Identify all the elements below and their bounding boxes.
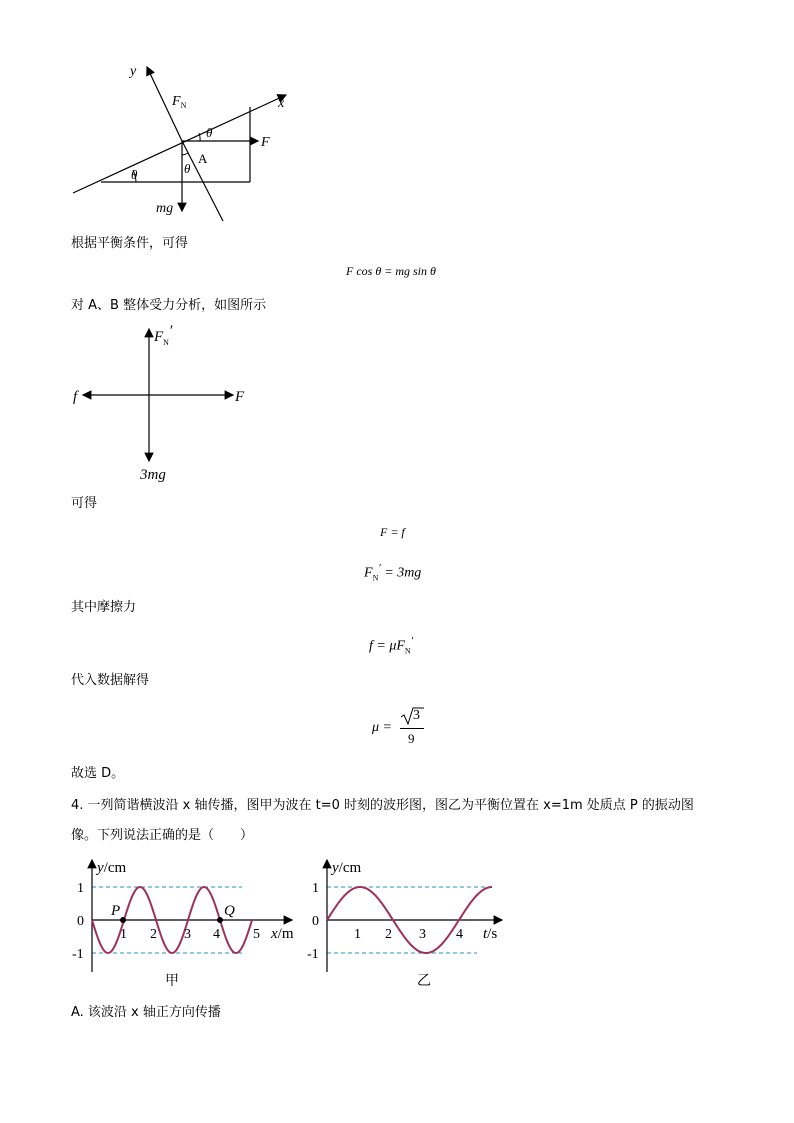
label-theta-top: θ: [206, 125, 213, 140]
text-substitute: 代入数据解得: [71, 673, 150, 688]
equation-3: $F_N' = 3mg$: [364, 562, 422, 583]
question-4-line1: 4. 一列简谐横波沿 x 轴传播，图甲为波在 t=0 时刻的波形图，图乙为平衡位置在 x=1m 处质点 P 的振动图: [71, 798, 694, 813]
label-f-small: f: [73, 389, 78, 405]
label-q: Q: [224, 903, 235, 919]
label-theta-mid: θ: [184, 161, 191, 176]
eq5-den: 9: [408, 731, 415, 746]
equation-5: [372, 706, 432, 750]
yi-ytick-1: 1: [312, 881, 319, 896]
label-F-big: F: [235, 389, 245, 405]
angle-arc-mid: [182, 153, 188, 155]
jia-xtick-2: 2: [150, 927, 157, 942]
point-q: [217, 917, 223, 923]
yi-ytick-0: 0: [312, 914, 319, 929]
whole-force-diagram: [68, 325, 258, 485]
question-4-line2: 像。下列说法正确的是（ ）: [71, 828, 254, 843]
caption-jia: 甲: [165, 973, 179, 989]
vibration-graph-yi: [305, 852, 520, 992]
text-choose-d: 故选 D。: [71, 766, 125, 781]
label-x: x: [278, 96, 285, 111]
label-y: y: [130, 64, 137, 79]
jia-ytick-1: 1: [77, 881, 84, 896]
text-friction: 其中摩擦力: [71, 600, 137, 615]
yi-xtick-3: 3: [419, 927, 426, 942]
label-3mg: 3mg: [140, 467, 166, 483]
caption-yi: 乙: [417, 973, 431, 989]
yi-xtick-1: 1: [354, 927, 361, 942]
label-fn: $F_N$: [172, 94, 187, 110]
yi-xtick-2: 2: [385, 927, 392, 942]
text-whole-analysis: 对 A、B 整体受力分析，如图所示: [71, 298, 267, 313]
equation-4: $f = \mu F_N'$: [369, 635, 414, 656]
jia-xtick-4: 4: [213, 927, 220, 942]
label-a: A: [198, 151, 208, 166]
label-p: P: [111, 903, 121, 919]
incline-force-diagram: [60, 55, 310, 230]
option-a[interactable]: A. 该波沿 x 轴正方向传播: [71, 1005, 221, 1020]
jia-xtick-5: 5: [253, 927, 260, 942]
jia-xtick-1: 1: [120, 927, 127, 942]
eq5-num: 3: [413, 708, 420, 723]
wave-graph-jia: [70, 852, 310, 992]
sqrt-sign: [400, 706, 424, 726]
jia-ytick-neg1: -1: [72, 947, 84, 962]
yi-xtick-4: 4: [456, 927, 463, 942]
fraction-bar: [400, 728, 424, 729]
text-result: 可得: [71, 496, 98, 511]
point-p: [120, 917, 126, 923]
eq5-lhs: μ =: [372, 720, 392, 735]
yi-ytick-neg1: -1: [307, 947, 319, 962]
jia-ylabel: y/cm: [97, 860, 127, 876]
label-fn-prime: $F_N'$: [154, 325, 173, 347]
text-balance-condition: 根据平衡条件，可得: [71, 236, 189, 251]
jia-ytick-0: 0: [77, 914, 84, 929]
label-theta-bottom: θ: [131, 167, 138, 182]
jia-xtick-3: 3: [184, 927, 191, 942]
label-mg: mg: [156, 201, 174, 216]
x-axis-line: [73, 95, 286, 193]
label-f: F: [261, 135, 270, 150]
jia-xlabel: x/m: [271, 926, 294, 942]
yi-xlabel: t/s: [483, 926, 498, 942]
equation-1: F cos θ = mg sin θ: [346, 264, 436, 278]
yi-ylabel: y/cm: [332, 860, 362, 876]
equation-2: F = f: [380, 525, 405, 539]
